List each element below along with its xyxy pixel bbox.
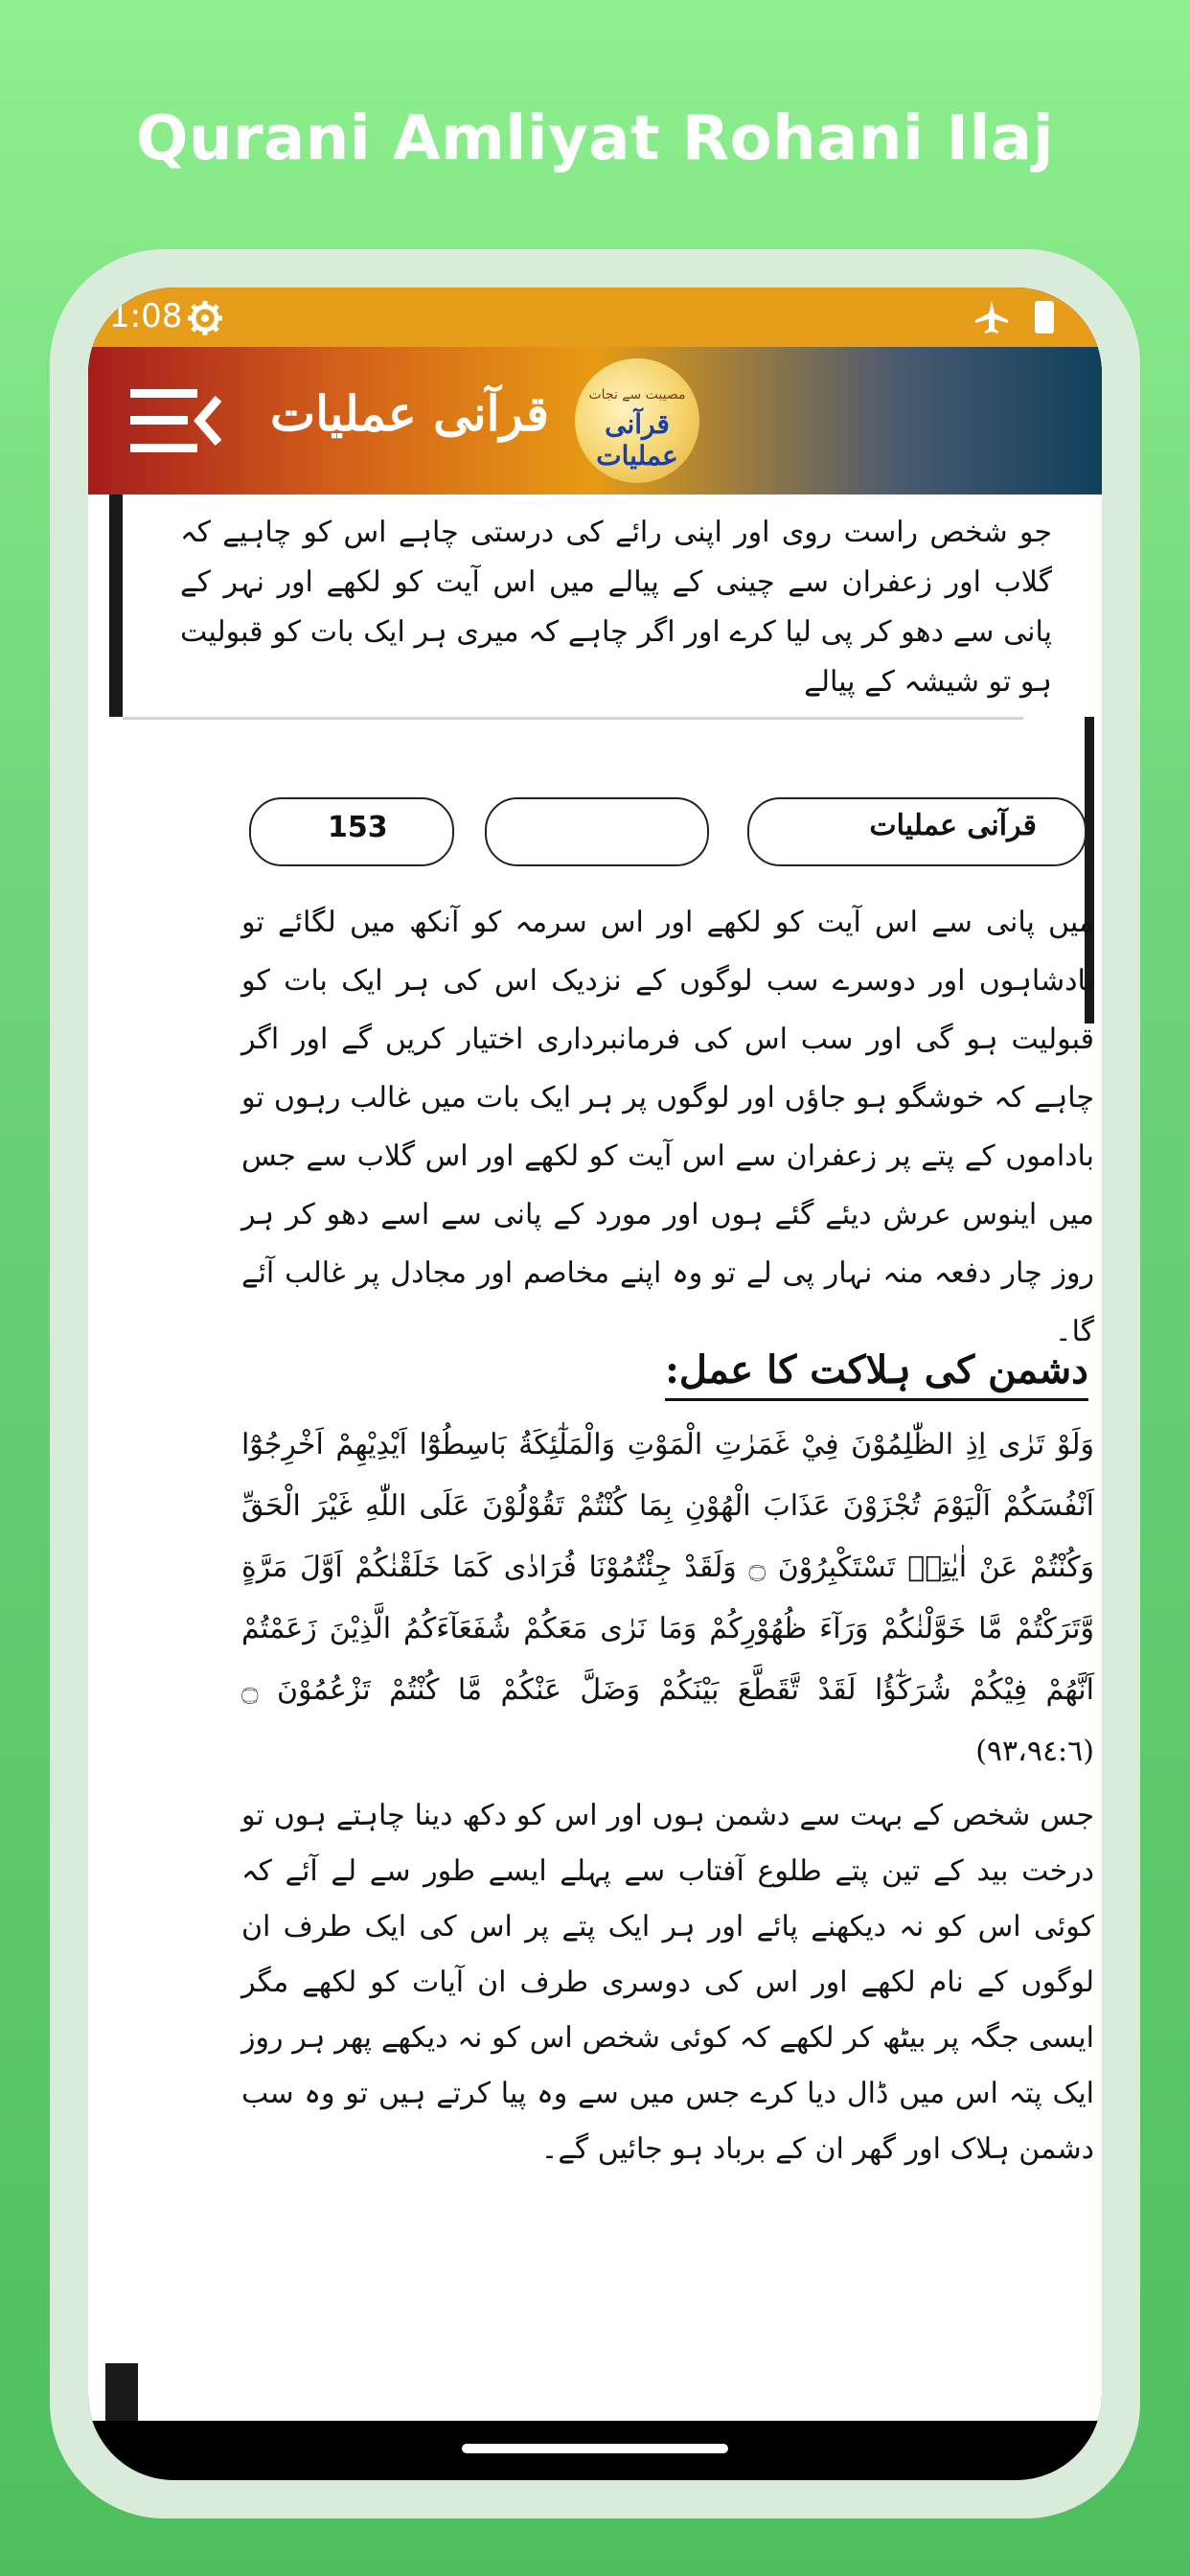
paragraph: میں پانی سے اس آیت کو لکھے اور اس سرمہ کو آنکھ میں لگائے تو بادشاہوں اور دوسرے سب لوگوں کے نزدیک اس کی ہر ایک بات کو قبولیت ہو گی اور سب اس کی فرمانبرداری اختیار کریں گے اور اگر چاہے کہ خوشگو ہو جاؤں اور لوگوں پر ہر ایک بات میں غالب رہوں تو باداموں کے پتے پر زعفران سے اس آیت کو لکھے اور اس گلاب سے جس میں اینوس عرش دیئے گئے ہوں اور مورد کے پانی سے اسے دھو کر ہر روز چار دفعہ منہ نہار پی لے تو وہ اپنے مخاصم اور مجادل پر غالب آئے گا۔ <box>241 906 1094 1348</box>
navigation-bar <box>88 2421 1102 2480</box>
battery-icon <box>1035 301 1054 334</box>
promo-title: Qurani Amliyat Rohani Ilaj <box>135 104 1055 174</box>
menu-arrow-icon[interactable] <box>130 389 222 452</box>
ornament-flourish <box>485 797 709 866</box>
status-bar <box>88 288 1102 347</box>
logo-title: قرآنی عملیات <box>596 408 678 472</box>
page-divider <box>123 717 1023 720</box>
header-label: قرآنی عملیات <box>869 809 1037 842</box>
home-indicator[interactable] <box>462 2444 728 2453</box>
status-time: 1:08 <box>109 297 183 335</box>
section-heading: دشمن کی ہلاکت کا عمل: <box>665 1347 1088 1401</box>
page-number: 153 <box>328 811 388 844</box>
page-header-ornament <box>249 797 1092 864</box>
page-number-badge <box>249 797 454 866</box>
page-scan[interactable] <box>88 494 1102 2421</box>
logo-tagline: مصیبت سے نجات <box>588 387 686 402</box>
header-badge <box>747 797 1087 866</box>
gear-icon <box>186 299 224 337</box>
app-logo <box>575 358 699 483</box>
airplane-icon <box>973 299 1010 335</box>
previous-page-text: جو شخص راست روی اور اپنی رائے کی درستی چاہے اس کو چاہیے کہ گلاب اور زعفران سے چینی کے پیالے میں اس آیت کو لکھے اور نہر کے پانی سے دھو کر پی لیا کرے اور اگر چاہے کہ میری ہر ایک بات کو قبولیت ہو تو شیشہ کے پیالے <box>180 516 1052 699</box>
app-title: قرآنی عملیات <box>270 385 550 442</box>
app-bar <box>88 347 1102 494</box>
page-edge <box>105 2363 138 2421</box>
arabic-verse: وَلَوْ تَرٰى اِذِ الظّٰلِمُوْنَ فِيْ غَمَرٰتِ الْمَوْتِ وَالْمَلٰٓئِكَةُ بَاسِطُوْٓا اَيْدِيْهِمْ اَخْرِجُوْٓا اَنْفُسَكُمْ اَلْيَوْمَ تُجْزَوْنَ عَذَابَ الْهُوْنِ بِمَا كُنْتُمْ تَقُوْلُوْنَ عَلَى اللّٰهِ غَيْرَ الْحَقِّ وَكُنْتُمْ عَنْ اٰيٰتِهٖ تَسْتَكْبِرُوْنَ ۝ وَلَقَدْ جِئْتُمُوْنَا فُرَادٰى كَمَا خَلَقْنٰكُمْ اَوَّلَ مَرَّةٍ وَّتَرَكْتُمْ مَّا خَوَّلْنٰكُمْ وَرَآءَ ظُهُوْرِكُمْ وَمَا نَرٰى مَعَكُمْ شُفَعَآءَكُمُ الَّذِيْنَ زَعَمْتُمْ اَنَّهُمْ فِيْكُمْ شُرَكٰٓؤُا لَقَدْ تَّقَطَّعَ بَيْنَكُمْ وَضَلَّ عَنْكُمْ مَّا كُنْتُمْ تَزْعُمُوْنَ ۝ (٩٣،٩٤:٦) <box>241 1428 1094 1768</box>
page-edge <box>109 494 123 717</box>
phone-screen <box>88 288 1102 2480</box>
paragraph: جس شخص کے بہت سے دشمن ہوں اور اس کو دکھ دینا چاہتے ہوں تو درخت بید کے تین پتے طلوع آفتاب سے پہلے ایسے طور سے لے آئے کہ کوئی اس کو نہ دیکھنے پائے اور ہر ایک پتے پر اس کی ایک طرف ان لوگوں کے نام لکھے اور اس کی دوسری طرف ان آیات کو لکھے مگر ایسی جگہ پر بیٹھ کر لکھے کہ کوئی شخص اس کو نہ دیکھے پھر ہر روز ایک پتہ اس میں ڈال دیا کرے جس میں سے وہ پیا کرتے ہیں تو وہ سب دشمن ہلاک اور گھر ان کے برباد ہو جائیں گے۔ <box>241 1799 1094 2166</box>
